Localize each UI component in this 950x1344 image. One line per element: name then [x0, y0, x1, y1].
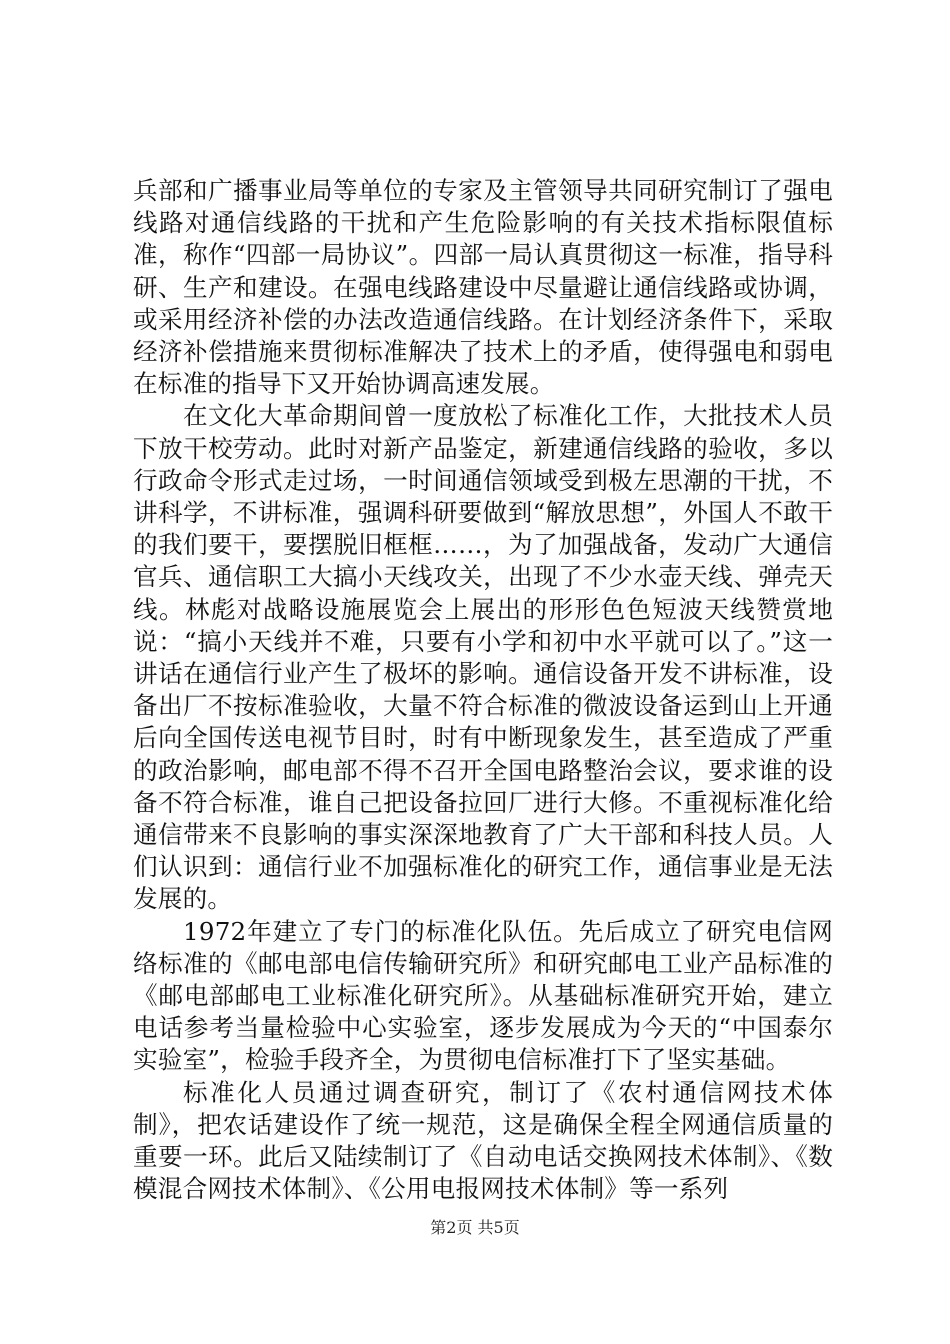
document-body [133, 175, 833, 1206]
page-footer: 第2页 共5页 [430, 1218, 520, 1237]
paragraph-1972-standardization: 1972年建立了专门的标准化队伍。先后成立了研究电信网络标准的《邮电部电信传输研究所》和研究邮电工业产品标准的《邮电部邮电工业标准化研究所》。从基础标准研究开始，建立电话参考当量检验中心实验室，逐步发展成为今天的“中国泰尔实验室”，检验手段齐全，为贯彻电信标准打下了坚实基础。 [133, 916, 833, 1075]
paragraph-cultural-revolution: 在文化大革命期间曾一度放松了标准化工作，大批技术人员下放干校劳动。此时对新产品鉴定，新建通信线路的验收，多以行政命令形式走过场，一时间通信领域受到极左思潮的干扰，不讲科学，不讲标准，强调科研要做到“解放思想”，外国人不敢干的我们要干，要摆脱旧框框……，为了加强战备，发动广大通信官兵、通信职工大搞小天线攻关，出现了不少水壶天线、弹壳天线。林彪对战略设施展览会上展出的形形色色短波天线赞赏地说：“搞小天线并不难，只要有小学和初中水平就可以了。”这一讲话在通信行业产生了极坏的影响。通信设备开发不讲标准，设备出厂不按标准验收，大量不符合标准的微波设备运到山上开通后向全国传送电视节目时，时有中断现象发生，甚至造成了严重的政治影响，邮电部不得不召开全国电路整治会议，要求谁的设备不符合标准，谁自己把设备拉回厂进行大修。不重视标准化给通信带来不良影响的事实深深地教育了广大干部和科技人员。人们认识到：通信行业不加强标准化的研究工作，通信事业是无法发展的。 [133, 401, 833, 914]
paragraph-technical-systems: 标准化人员通过调查研究，制订了《农村通信网技术体制》，把农话建设作了统一规范，这是确保全程全网通信质量的重要一环。此后又陆续制订了《自动电话交换网技术体制》、《数模混合网技术体制》、《公用电报网技术体制》等一系列 [133, 1077, 833, 1204]
paragraph-continuation: 兵部和广播事业局等单位的专家及主管领导共同研究制订了强电线路对通信线路的干扰和产生危险影响的有关技术指标限值标准，称作“四部一局协议”。四部一局认真贯彻这一标准，指导科研、生产和建设。在强电线路建设中尽量避让通信线路或协调，或采用经济补偿的办法改造通信线路。在计划经济条件下，采取经济补偿措施来贯彻标准解决了技术上的矛盾，使得强电和弱电在标准的指导下又开始协调高速发展。 [133, 176, 833, 399]
